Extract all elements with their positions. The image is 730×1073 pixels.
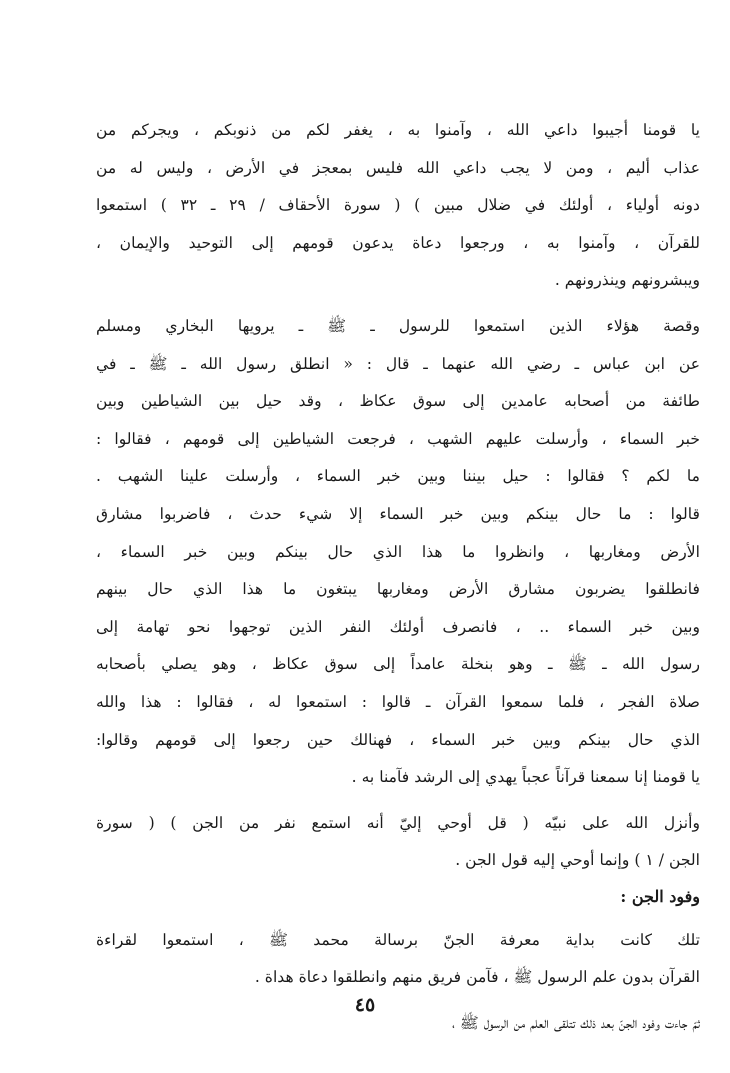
paragraph xyxy=(96,922,700,997)
text-line: الذي حال بينكم وبين خبر السماء ، فهنالك حين رجعوا إلى قومهم وقالوا: xyxy=(96,730,700,749)
text-line: صلاة الفجر ، فلما سمعوا القرآن ـ قالوا : استمعوا له ، فقالوا : هذا والله xyxy=(96,692,700,711)
page-number: ٤٥ xyxy=(354,994,376,1016)
text-line: يا قومنا أجيبوا داعي الله ، وآمنوا به ، يغفر لكم من ذنوبكم ، ويجركم من xyxy=(96,121,700,139)
text-line: وأنزل الله على نبيّه ( قل أوحي إليّ أنه استمع نفر من الجن ) ( سورة xyxy=(96,813,700,832)
paragraph xyxy=(96,805,700,880)
text-line: قالوا : ما حال بينكم وبين خبر السماء إلا شيء حدث ، فاضربوا مشارق xyxy=(96,504,700,523)
text-line: وقصة هؤلاء الذين استمعوا للرسول ـ ﷺ ـ يرويها البخاري ومسلم xyxy=(96,316,700,335)
text-line: وبين خبر السماء .. ، فانصرف أولئك النفر الذين توجهوا نحو تهامة إلى xyxy=(96,617,700,636)
text-line: طائفة من أصحابه عامدين إلى سوق عكاظ ، وقد حيل بين الشياطين وبين xyxy=(96,392,700,411)
text-line: دونه أولياء ، أولئك في ضلال مبين ) ( سورة الأحقاف / ٢٩ ـ ٣٢ ) استمعوا xyxy=(96,196,700,215)
text-line: فانطلقوا يضربون مشارق الأرض ومغاربها يبتغون ما هذا الذي حال بينهم xyxy=(96,580,700,599)
section-heading: وفود الجن : xyxy=(620,886,700,906)
page-body xyxy=(96,112,700,1043)
text-line: عذاب أليم ، ومن لا يجب داعي الله فليس بمعجز في الأرض ، وليس له من xyxy=(96,158,700,177)
paragraph xyxy=(96,308,700,797)
text-line: عن ابن عباس ـ رضي الله عنهما ـ قال : « انطلق رسول الله ـ ﷺ ـ في xyxy=(96,354,700,373)
text-line: ويبشرونهم وينذرونهم . xyxy=(554,271,700,290)
text-line: ما لكم ؟ فقالوا : حيل بيننا وبين خبر السماء ، وأرسلت علينا الشهب . xyxy=(96,467,700,486)
text-line: الأرض ومغاربها ، وانظروا ما هذا الذي حال بينكم وبين خبر السماء ، xyxy=(96,542,700,561)
text-line: للقرآن ، وآمنوا به ، ورجعوا دعاة يدعون قومهم إلى التوحيد والإيمان ، xyxy=(96,233,700,252)
text-line: رسول الله ـ ﷺ ـ وهو بنخلة عامداً إلى سوق عكاظ ، وهو يصلي بأصحابه xyxy=(96,655,700,674)
text-line: تلك كانت بداية معرفة الجنّ برسالة محمد ﷺ ، استمعوا لقراءة xyxy=(96,930,700,949)
text-line: خبر السماء ، وأرسلت عليهم الشهب ، فرجعت الشياطين إلى قومهم ، فقالوا : xyxy=(96,429,700,448)
paragraph xyxy=(96,112,700,300)
text-line: ثمّ جاءت وفود الجنّ بعد ذلك تتلقى العلم من الرسول ﷺ ، xyxy=(451,1014,700,1033)
text-line: يا قومنا إنا سمعنا قرآناً عجباً يهدي إلى الرشد فآمنا به . xyxy=(351,768,700,787)
text-line: القرآن بدون علم الرسول ﷺ ، فآمن فريق منهم وانطلقوا دعاة هداة . xyxy=(254,968,700,987)
text-line: الجن / ١ ) وإنما أوحي إليه قول الجن . xyxy=(455,851,700,870)
